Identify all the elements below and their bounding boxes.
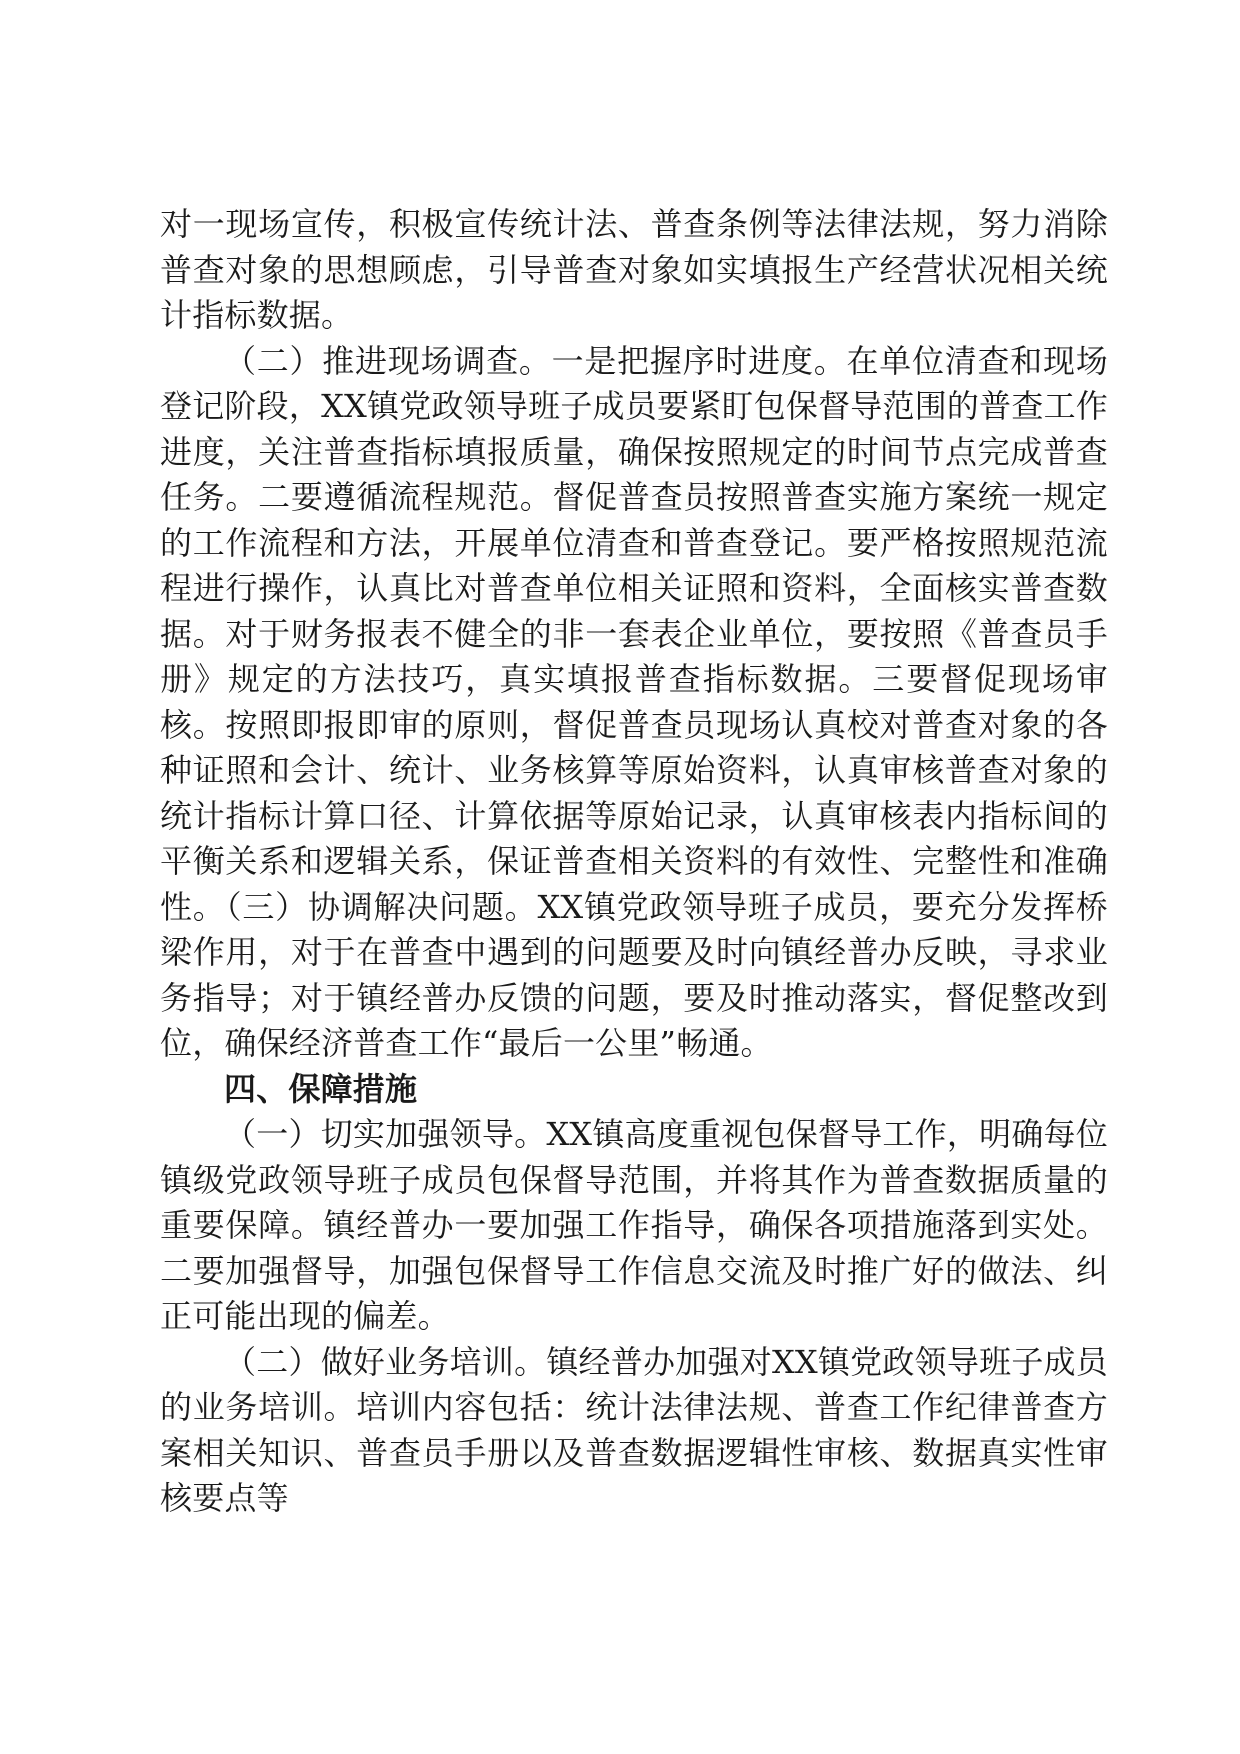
body-paragraph-field-survey: （二）推进现场调查。一是把握序时进度。在单位清查和现场登记阶段，XX镇党政领导班子成员要紧盯包保督导范围的普查工作进度，关注普查指标填报质量，确保按照规定的时间节点完成普查任务。二要遵循流程规范。督促普查员按照普查实施方案统一规定的工作流程和方法，开展单位清查和普查登记。要严格按照规范流程进行操作，认真比对普查单位相关证照和资料，全面核实普查数据。对于财务报表不健全的非一套表企业单位，要按照《普查员手册》规定的方法技巧，真实填报普查指标数据。三要督促现场审核。按照即报即审的原则，督促普查员现场认真校对普查对象的各种证照和会计、统计、业务核算等原始资料，认真审核普查对象的统计指标计算口径、计算依据等原始记录，认真审核表内指标间的平衡关系和逻辑关系，保证普查相关资料的有效性、完整性和准确性。（三）协调解决问题。XX镇党政领导班子成员，要充分发挥桥梁作用，对于在普查中遇到的问题要及时向镇经普办反映，寻求业务指导；对于镇经普办反馈的问题，要及时推动落实，督促整改到位，确保经济普查工作“最后一公里”畅通。 (160, 341, 1108, 1062)
body-paragraph-continuation: 对一现场宣传，积极宣传统计法、普查条例等法律法规，努力消除普查对象的思想顾虑，引导普查对象如实填报生产经营状况相关统计指标数据。 (160, 205, 1108, 334)
section-heading-safeguards: 四、保障措施 (224, 1069, 418, 1108)
body-paragraph-training: （二）做好业务培训。镇经普办加强对XX镇党政领导班子成员的业务培训。培训内容包括：统计法律法规、普查工作纪律普查方案相关知识、普查员手册以及普查数据逻辑性审核、数据真实性审核要点等 (160, 1342, 1108, 1517)
document-body (160, 202, 1108, 1522)
body-paragraph-leadership: （一）切实加强领导。XX镇高度重视包保督导工作，明确每位镇级党政领导班子成员包保督导范围，并将其作为普查数据质量的重要保障。镇经普办一要加强工作指导，确保各项措施落到实处。二要加强督导，加强包保督导工作信息交流及时推广好的做法、纠正可能出现的偏差。 (160, 1115, 1108, 1335)
